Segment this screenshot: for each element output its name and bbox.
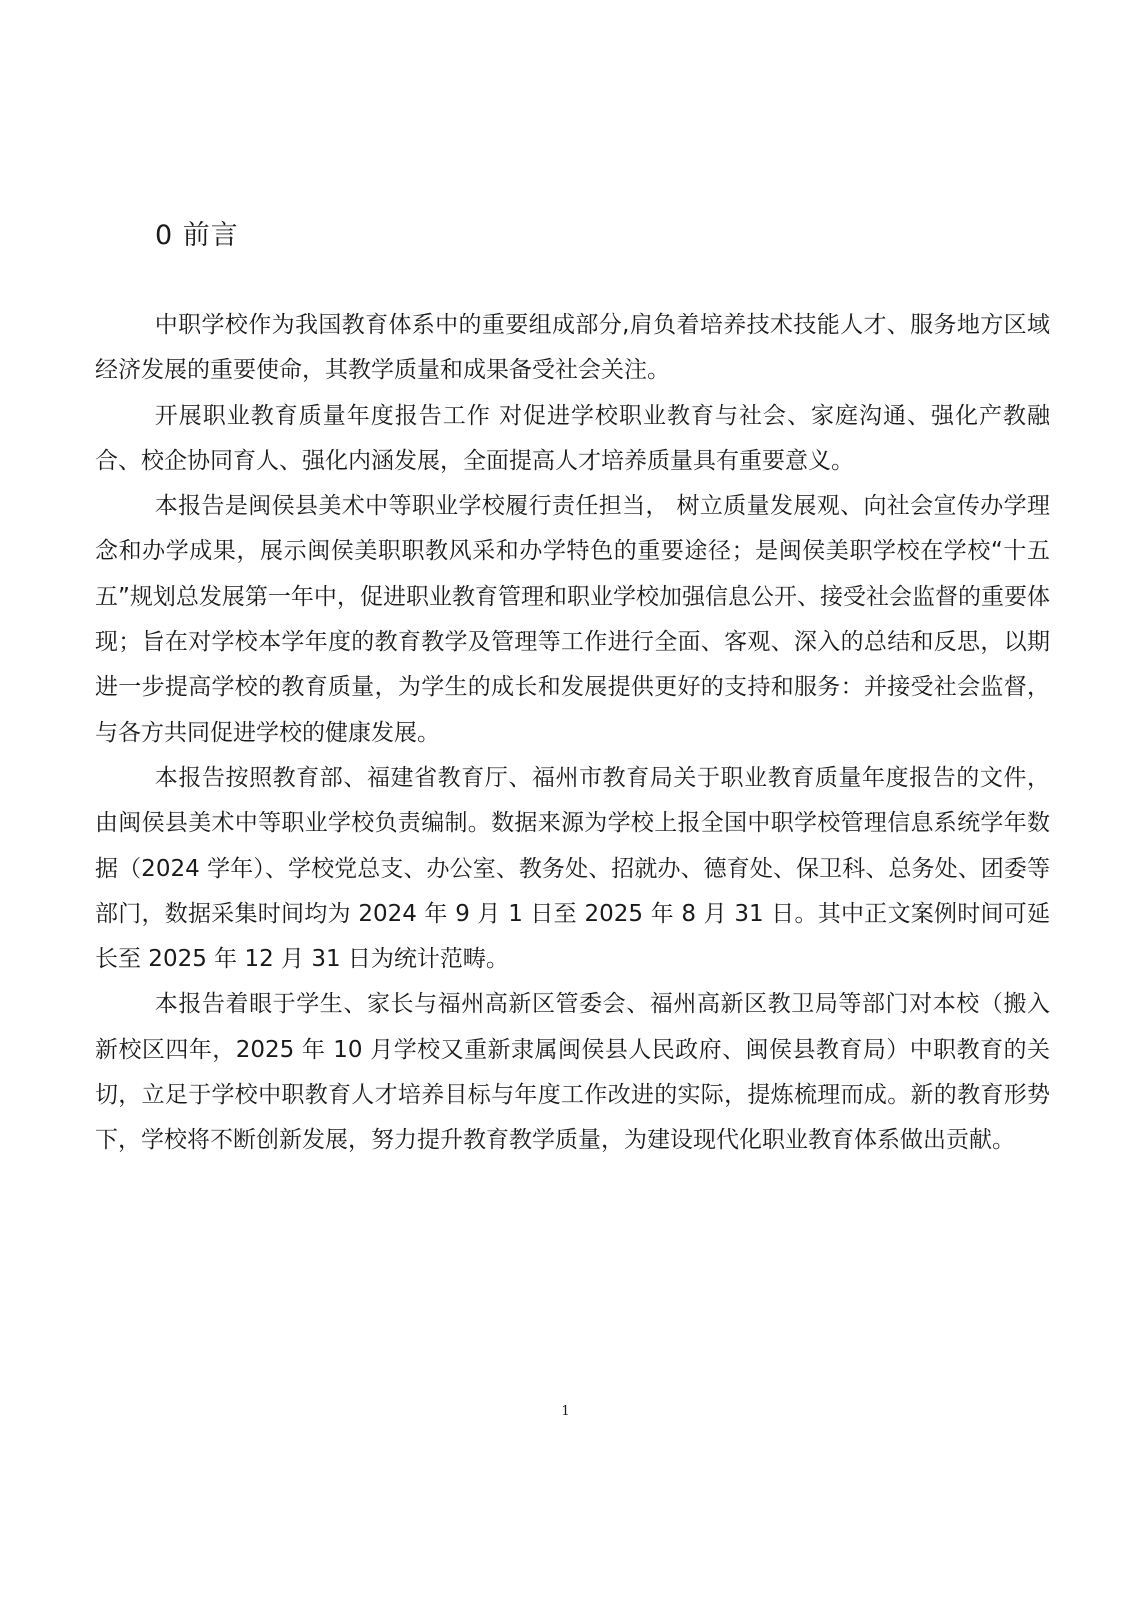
paragraph-purpose: 本报告是闽侯县美术中等职业学校履行责任担当， 树立质量发展观、向社会宣传办学理念和办学成果，展示闽侯美职职教风采和办学特色的重要途径；是闽侯美职学校在学校“十五五”规划总发展第一年中，促进职业教育管理和职业学校加强信息公开、接受社会监督的重要体现；旨在对学校本学年度的教育教学及管理等工作进行全面、客观、深入的总结和反思，以期进一步提高学校的教育质量，为学生的成长和发展提供更好的支持和服务：并接受社会监督，与各方共同促进学校的健康发展。 — [95, 493, 1050, 746]
paragraph-significance: 开展职业教育质量年度报告工作 对促进学校职业教育与社会、家庭沟通、强化产教融合、校企协同育人、强化内涵发展，全面提高人才培养质量具有重要意义。 — [95, 402, 1050, 474]
body-text — [95, 303, 1050, 1164]
paragraph-data-sources: 本报告按照教育部、福建省教育厅、福州市教育局关于职业教育质量年度报告的文件，由闽侯县美术中等职业学校负责编制。数据来源为学校上报全国中职学校管理信息系统学年数据（2024 学年）、学校党总支、办公室、教务处、招就办、德育处、保卫科、总务处、团委等部门，数据采集时间均为 2024 年 9 月 1 日至 2025 年 8 月 31 日。其中正文案例时间可延长至 2025 年 12 月 31 日为统计范畴。 — [95, 764, 1050, 973]
paragraph-outlook: 本报告着眼于学生、家长与福州高新区管委会、福州高新区教卫局等部门对本校（搬入新校区四年，2025 年 10 月学校又重新隶属闽侯县人民政府、闽侯县教育局）中职教育的关切，立足于学校中职教育人才培养目标与年度工作改进的实际，提炼梳理而成。新的教育形势下，学校将不断创新发展，努力提升教育教学质量，为建设现代化职业教育体系做出贡献。 — [95, 991, 1050, 1154]
paragraph-intro: 中职学校作为我国教育体系中的重要组成部分,肩负着培养技术技能人才、服务地方区域经济发展的重要使命，其教学质量和成果备受社会关注。 — [95, 312, 1050, 384]
page-number: 1 — [561, 1404, 570, 1419]
section-heading: 0 前言 — [155, 220, 239, 251]
